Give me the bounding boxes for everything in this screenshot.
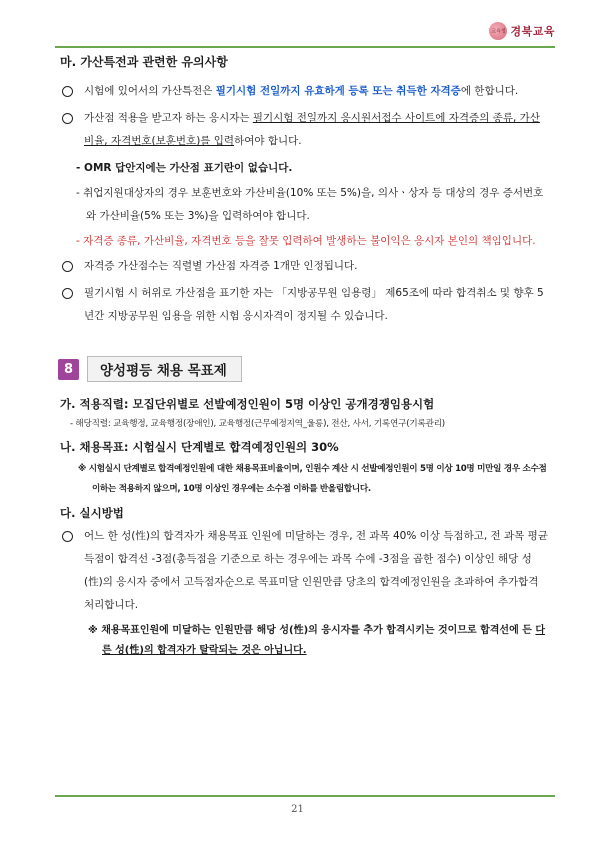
na-note: ※ 시험실시 단계별로 합격예정인원에 대한 채용목표비율이며, 인원수 계산 시 선발예정인원이 5명 이상 10명 미만일 경우 소수점 이하는 적용하지 않으며, 10명 이상인 경우에는 소수점 이하를 반올림합니다.: [78, 464, 547, 494]
heading-ma: 마. 가산특전과 관련한 유의사항: [60, 55, 228, 69]
logo-seal-icon: 교육청: [489, 22, 507, 40]
header-rule: [55, 46, 555, 48]
circle-bullet-icon: [62, 86, 73, 97]
circle-bullet-icon: [62, 113, 73, 124]
bullet-item: 필기시험 시 허위로 가산점을 표기한 자는 「지방공무원 임용령」 제65조에 따라 합격취소 및 향후 5년간 지방공무원 임용을 위한 시험 응시자격이 정지될 수 있습니다.: [58, 282, 548, 328]
heading-ga: 가. 적용직렬: 모집단위별로 선발예정인원이 5명 이상인 공개경쟁임용시험: [60, 397, 435, 411]
footer-rule: [55, 795, 555, 797]
bullet-item: 가산점 적용을 받고자 하는 응시자는 필기시험 전일까지 응시원서접수 사이트에 자격증의 종류, 가산비율, 자격번호(보훈번호)를 입력하여야 합니다.: [58, 107, 548, 153]
header-logo: [489, 22, 555, 40]
circle-bullet-icon: [62, 288, 73, 299]
logo-text: 경북교육: [510, 25, 555, 38]
bullet-item: 자격증 가산점수는 직렬별 가산점 자격증 1개만 인정됩니다.: [58, 255, 548, 278]
dash-item-veterans: - 취업지원대상자의 경우 보훈번호와 가산비율(10% 또는 5%)을, 의사ㆍ상자 등 대상의 경우 증서번호와 가산비율(5% 또는 3%)을 입력하여야 합니다.: [76, 187, 544, 222]
circle-bullet-icon: [62, 261, 73, 272]
da-note: ※ 채용목표인원에 미달하는 인원만큼 해당 성(性)의 응시자를 추가 합격시키는 것이므로 합격선에 든 다른 성(性)의 합격자가 탈락되는 것은 아닙니다.: [88, 625, 546, 656]
bullet-item: 시험에 있어서의 가산특전은 필기시험 전일까지 유효하게 등록 또는 취득한 자격증에 한합니다.: [58, 80, 548, 103]
section-8-header: [58, 356, 548, 382]
section-number-badge: 8: [58, 359, 79, 380]
dash-item-warning: - 자격증 종류, 가산비율, 자격번호 등을 잘못 입력하여 발생하는 불이익은 응시자 본인의 책임입니다.: [76, 235, 536, 247]
dash-item-omr: - OMR 답안지에는 가산점 표기란이 없습니다.: [76, 162, 293, 174]
ga-detail: - 해당직렬: 교육행정, 교육행정(장애인), 교육행정(근무예정지역_울릉), 전산, 사서, 기록연구(기록관리): [70, 419, 445, 429]
heading-da: 다. 실시방법: [60, 506, 124, 520]
section-title: 양성평등 채용 목표제: [87, 356, 242, 382]
circle-bullet-icon: [62, 531, 73, 542]
page-content: [58, 53, 548, 661]
bullet-item: 어느 한 성(性)의 합격자가 채용목표 인원에 미달하는 경우, 전 과목 40% 이상 득점하고, 전 과목 평균 득점이 합격선 -3점(총득점을 기준으로 하는 경우에는 과목 수에 -3점을 곱한 점수) 이상인 해당 성(性)의 응시자 중에서 고득점자순으로 목표미달 인원만큼 당초의 합격예정인원을 초과하여 추가합격 처리합니다.: [58, 525, 548, 617]
page-number: 21: [291, 804, 304, 815]
heading-na: 나. 채용목표: 시험실시 단계별로 합격예정인원의 30%: [60, 440, 339, 454]
